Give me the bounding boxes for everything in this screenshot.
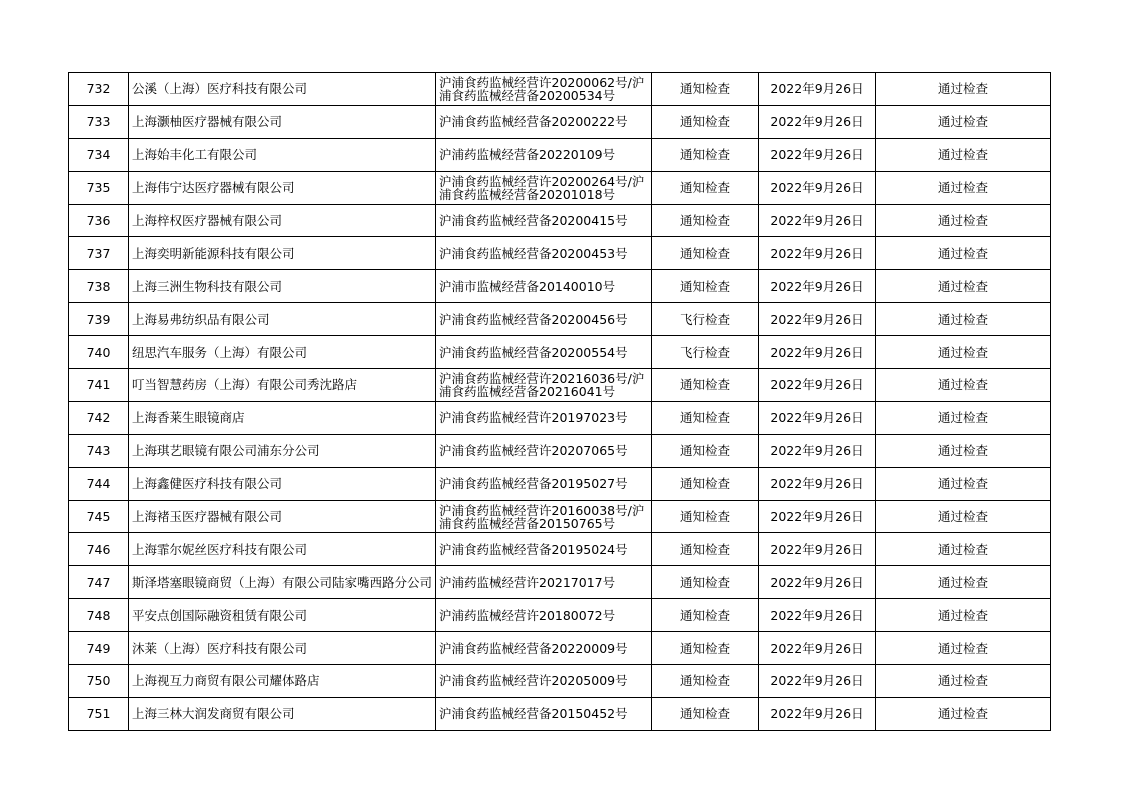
inspection-result-cell: 通过检查 (876, 434, 1051, 467)
serial-number-cell: 743 (69, 434, 129, 467)
inspection-method-cell: 通知检查 (652, 369, 759, 402)
table-row (69, 697, 1051, 730)
table-row (69, 204, 1051, 237)
company-name-cell: 上海始丰化工有限公司 (129, 138, 436, 171)
inspection-result-cell: 通过检查 (876, 369, 1051, 402)
serial-number-cell: 735 (69, 171, 129, 204)
company-name-cell: 上海奕明新能源科技有限公司 (129, 237, 436, 270)
inspection-result-cell: 通过检查 (876, 204, 1051, 237)
serial-number-cell: 745 (69, 500, 129, 533)
inspection-method-cell: 通知检查 (652, 500, 759, 533)
inspection-method-cell: 通知检查 (652, 401, 759, 434)
inspection-method-cell: 通知检查 (652, 632, 759, 665)
license-number-cell: 沪浦食药监械经营许20205009号 (436, 665, 652, 698)
inspection-result-cell: 通过检查 (876, 566, 1051, 599)
company-name-cell: 叮当智慧药房（上海）有限公司秀沈路店 (129, 369, 436, 402)
inspection-method-cell: 通知检查 (652, 665, 759, 698)
table-row (69, 599, 1051, 632)
inspection-method-cell: 通知检查 (652, 73, 759, 106)
company-name-cell: 纽思汽车服务（上海）有限公司 (129, 336, 436, 369)
serial-number-cell: 747 (69, 566, 129, 599)
inspection-date-cell: 2022年9月26日 (759, 434, 876, 467)
serial-number-cell: 746 (69, 533, 129, 566)
license-number-cell: 沪浦食药监械经营备20200554号 (436, 336, 652, 369)
company-name-cell: 上海三林大润发商贸有限公司 (129, 697, 436, 730)
license-number-cell: 沪浦食药监械经营许20200062号/沪浦食药监械经营备20200534号 (436, 73, 652, 106)
inspection-date-cell: 2022年9月26日 (759, 566, 876, 599)
company-name-cell: 上海伟宁达医疗器械有限公司 (129, 171, 436, 204)
table-row (69, 566, 1051, 599)
table-row (69, 401, 1051, 434)
serial-number-cell: 732 (69, 73, 129, 106)
serial-number-cell: 739 (69, 303, 129, 336)
inspection-result-cell: 通过检查 (876, 336, 1051, 369)
inspection-date-cell: 2022年9月26日 (759, 632, 876, 665)
inspection-date-cell: 2022年9月26日 (759, 105, 876, 138)
inspection-method-cell: 飞行检查 (652, 336, 759, 369)
inspection-method-cell: 通知检查 (652, 467, 759, 500)
inspection-method-cell: 通知检查 (652, 599, 759, 632)
serial-number-cell: 748 (69, 599, 129, 632)
inspection-result-cell: 通过检查 (876, 599, 1051, 632)
inspection-result-cell: 通过检查 (876, 303, 1051, 336)
license-number-cell: 沪浦食药监械经营备20195027号 (436, 467, 652, 500)
serial-number-cell: 741 (69, 369, 129, 402)
table-row (69, 533, 1051, 566)
license-number-cell: 沪浦食药监械经营备20195024号 (436, 533, 652, 566)
inspection-result-cell: 通过检查 (876, 270, 1051, 303)
inspection-result-cell: 通过检查 (876, 237, 1051, 270)
inspection-result-cell: 通过检查 (876, 632, 1051, 665)
inspection-date-cell: 2022年9月26日 (759, 237, 876, 270)
inspection-result-cell: 通过检查 (876, 665, 1051, 698)
license-number-cell: 沪浦食药监械经营备20150452号 (436, 697, 652, 730)
serial-number-cell: 750 (69, 665, 129, 698)
inspection-method-cell: 通知检查 (652, 566, 759, 599)
inspection-date-cell: 2022年9月26日 (759, 665, 876, 698)
company-name-cell: 上海鑫健医疗科技有限公司 (129, 467, 436, 500)
company-name-cell: 上海褚玉医疗器械有限公司 (129, 500, 436, 533)
company-name-cell: 上海香莱生眼镜商店 (129, 401, 436, 434)
table-body (69, 73, 1051, 731)
inspection-method-cell: 通知检查 (652, 270, 759, 303)
serial-number-cell: 742 (69, 401, 129, 434)
table-row (69, 632, 1051, 665)
license-number-cell: 沪浦食药监械经营备20200456号 (436, 303, 652, 336)
inspection-date-cell: 2022年9月26日 (759, 270, 876, 303)
company-name-cell: 上海琪艺眼镜有限公司浦东分公司 (129, 434, 436, 467)
serial-number-cell: 744 (69, 467, 129, 500)
inspection-method-cell: 飞行检查 (652, 303, 759, 336)
inspection-date-cell: 2022年9月26日 (759, 204, 876, 237)
inspection-method-cell: 通知检查 (652, 434, 759, 467)
license-number-cell: 沪浦食药监械经营备20200222号 (436, 105, 652, 138)
serial-number-cell: 737 (69, 237, 129, 270)
license-number-cell: 沪浦食药监械经营备20200415号 (436, 204, 652, 237)
license-number-cell: 沪浦市监械经营备20140010号 (436, 270, 652, 303)
table-row (69, 171, 1051, 204)
license-number-cell: 沪浦药监械经营备20220109号 (436, 138, 652, 171)
company-name-cell: 上海易弗纺织品有限公司 (129, 303, 436, 336)
serial-number-cell: 736 (69, 204, 129, 237)
license-number-cell: 沪浦食药监械经营许20197023号 (436, 401, 652, 434)
company-name-cell: 沐莱（上海）医疗科技有限公司 (129, 632, 436, 665)
table-row (69, 270, 1051, 303)
table-row (69, 336, 1051, 369)
inspection-date-cell: 2022年9月26日 (759, 401, 876, 434)
inspection-method-cell: 通知检查 (652, 237, 759, 270)
inspection-result-cell: 通过检查 (876, 697, 1051, 730)
inspection-record-table (68, 72, 1051, 731)
inspection-method-cell: 通知检查 (652, 138, 759, 171)
serial-number-cell: 740 (69, 336, 129, 369)
table-row (69, 138, 1051, 171)
company-name-cell: 上海三洲生物科技有限公司 (129, 270, 436, 303)
inspection-result-cell: 通过检查 (876, 171, 1051, 204)
serial-number-cell: 749 (69, 632, 129, 665)
serial-number-cell: 751 (69, 697, 129, 730)
inspection-date-cell: 2022年9月26日 (759, 73, 876, 106)
inspection-result-cell: 通过检查 (876, 105, 1051, 138)
inspection-date-cell: 2022年9月26日 (759, 467, 876, 500)
license-number-cell: 沪浦药监械经营许20180072号 (436, 599, 652, 632)
company-name-cell: 斯泽塔塞眼镜商贸（上海）有限公司陆家嘴西路分公司 (129, 566, 436, 599)
table-row (69, 73, 1051, 106)
inspection-date-cell: 2022年9月26日 (759, 369, 876, 402)
license-number-cell: 沪浦食药监械经营许20200264号/沪浦食药监械经营备20201018号 (436, 171, 652, 204)
table-row (69, 467, 1051, 500)
inspection-method-cell: 通知检查 (652, 105, 759, 138)
inspection-date-cell: 2022年9月26日 (759, 500, 876, 533)
inspection-method-cell: 通知检查 (652, 697, 759, 730)
table-row (69, 105, 1051, 138)
company-name-cell: 公溪（上海）医疗科技有限公司 (129, 73, 436, 106)
inspection-result-cell: 通过检查 (876, 138, 1051, 171)
company-name-cell: 上海灏柚医疗器械有限公司 (129, 105, 436, 138)
table-row (69, 665, 1051, 698)
inspection-method-cell: 通知检查 (652, 533, 759, 566)
inspection-method-cell: 通知检查 (652, 171, 759, 204)
inspection-date-cell: 2022年9月26日 (759, 336, 876, 369)
serial-number-cell: 738 (69, 270, 129, 303)
company-name-cell: 上海梓权医疗器械有限公司 (129, 204, 436, 237)
inspection-result-cell: 通过检查 (876, 467, 1051, 500)
table-row (69, 303, 1051, 336)
company-name-cell: 上海视互力商贸有限公司耀体路店 (129, 665, 436, 698)
inspection-date-cell: 2022年9月26日 (759, 303, 876, 336)
inspection-date-cell: 2022年9月26日 (759, 697, 876, 730)
inspection-date-cell: 2022年9月26日 (759, 533, 876, 566)
license-number-cell: 沪浦食药监械经营备20220009号 (436, 632, 652, 665)
serial-number-cell: 734 (69, 138, 129, 171)
inspection-method-cell: 通知检查 (652, 204, 759, 237)
table-row (69, 434, 1051, 467)
inspection-result-cell: 通过检查 (876, 533, 1051, 566)
inspection-result-cell: 通过检查 (876, 401, 1051, 434)
inspection-date-cell: 2022年9月26日 (759, 138, 876, 171)
license-number-cell: 沪浦食药监械经营备20200453号 (436, 237, 652, 270)
company-name-cell: 上海霏尔妮丝医疗科技有限公司 (129, 533, 436, 566)
company-name-cell: 平安点创国际融资租赁有限公司 (129, 599, 436, 632)
serial-number-cell: 733 (69, 105, 129, 138)
table-row (69, 369, 1051, 402)
license-number-cell: 沪浦食药监械经营许20207065号 (436, 434, 652, 467)
inspection-date-cell: 2022年9月26日 (759, 599, 876, 632)
license-number-cell: 沪浦药监械经营许20217017号 (436, 566, 652, 599)
table-row (69, 500, 1051, 533)
inspection-result-cell: 通过检查 (876, 73, 1051, 106)
inspection-date-cell: 2022年9月26日 (759, 171, 876, 204)
inspection-result-cell: 通过检查 (876, 500, 1051, 533)
table-row (69, 237, 1051, 270)
license-number-cell: 沪浦食药监械经营许20160038号/沪浦食药监械经营备20150765号 (436, 500, 652, 533)
license-number-cell: 沪浦食药监械经营许20216036号/沪浦食药监械经营备20216041号 (436, 369, 652, 402)
